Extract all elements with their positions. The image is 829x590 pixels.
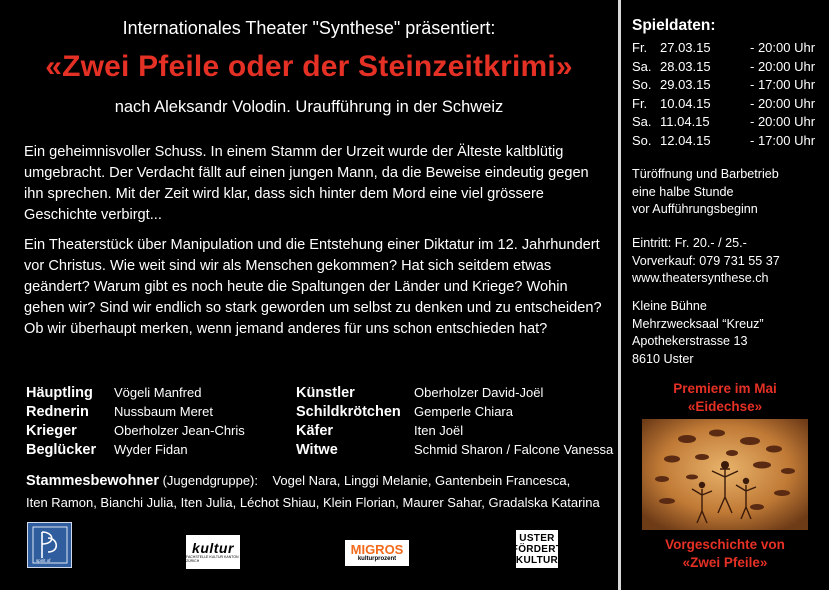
- schedule-row: [632, 132, 815, 151]
- cast-actor: Gemperle Chiara: [414, 404, 513, 419]
- doors-line: eine halbe Stunde: [632, 184, 734, 199]
- cast-role: Witwe: [296, 442, 338, 458]
- tribe-members: [26, 470, 616, 513]
- schedule-date: 12.04.15: [660, 132, 711, 148]
- tribe-members-line2: Iten Ramon, Bianchi Julia, Iten Julia, Léchot Shiau, Klein Florian, Maurer Sahar, Gradalska Katarina: [26, 495, 600, 510]
- cast-actor: Oberholzer Jean-Chris: [114, 423, 245, 438]
- schedule-time: - 20:00 Uhr: [750, 58, 816, 74]
- tribe-members-line1: Vogel Nara, Linggi Melanie, Gantenbein Francesca,: [272, 473, 571, 488]
- prequel-title: «Zwei Pfeile»: [682, 555, 768, 570]
- schedule-time: - 17:00 Uhr: [750, 132, 816, 148]
- kultur-zuerich-logo: [186, 535, 240, 569]
- schedule-date: 28.03.15: [660, 58, 711, 74]
- schedule-row: [632, 113, 815, 132]
- prequel-line: Vorgeschichte von: [665, 537, 785, 552]
- play-title: «Zwei Pfeile oder der Steinzeitkrimi»: [45, 50, 573, 83]
- cast-row: [26, 440, 245, 459]
- uster-logo-line: FÖRDERT: [511, 543, 563, 555]
- play-subtitle: nach Aleksandr Volodin. Uraufführung in der Schweiz: [114, 98, 504, 116]
- venue-line: Mehrzwecksaal “Kreuz”: [632, 316, 764, 331]
- theme-paragraph: Ein Theaterstück über Manipulation und die Entstehung einer Diktatur im 12. Jahrhundert vor Christus. Wie weit sind wir als Menschen gekommen? Hat sich seitdem etwas geändert? Warum gibt es noch heute die Spaltungen der Länder und Kriege? Wohin gehen wir? Sind wir endlich so stark geworden um selbst zu denken und zu entscheiden? Ob wir überhaupt merken, wenn jemand anderes für uns schon entschieden hat?: [24, 237, 602, 337]
- cast-row: [296, 383, 613, 402]
- cast-row: [296, 421, 613, 440]
- cast-actor: Oberholzer David-Joël: [414, 385, 544, 400]
- schedule-date: 27.03.15: [660, 40, 711, 55]
- doors-info: [632, 166, 779, 219]
- uster-foerdert-kultur-logo: [511, 530, 563, 568]
- schedule-date: 11.04.15: [660, 114, 710, 129]
- doors-line: Türöffnung und Barbetrieb: [632, 167, 779, 181]
- kultur-logo-subtext: FACHSTELLE KULTUR KANTON ZÜRICH: [186, 555, 239, 563]
- doors-line: vor Aufführungsbeginn: [632, 202, 758, 216]
- cast-role: Rednerin: [26, 404, 89, 420]
- schedule-weekday: Sa.: [632, 58, 652, 74]
- uster-logo-line: KULTUR: [515, 554, 559, 566]
- venue-address: [632, 298, 764, 368]
- schedule-time: - 20:00 Uhr: [750, 40, 816, 55]
- cast-actor: Schmid Sharon / Falcone Vanessa: [414, 442, 614, 457]
- cave-painting-image: [642, 419, 808, 530]
- schedule-weekday: So.: [632, 132, 652, 148]
- cast-actor: Wyder Fidan: [114, 442, 188, 457]
- cast-row: [296, 440, 613, 459]
- sidebar-panel: [621, 0, 829, 590]
- schedule-row: [632, 95, 815, 114]
- cast-row: [26, 383, 245, 402]
- premiere-title: «Eidechse»: [687, 399, 763, 414]
- ticket-info: [632, 235, 780, 288]
- migros-kulturprozent-logo: [345, 540, 409, 566]
- cast-row: [26, 421, 245, 440]
- schedule-weekday: Sa.: [632, 114, 652, 129]
- spirit-of-icon: [30, 524, 70, 566]
- cast-role: Häuptling: [26, 385, 93, 401]
- cast-role: Krieger: [26, 423, 77, 439]
- presale-phone: Vorverkauf: 079 731 55 37: [632, 253, 780, 268]
- schedule-weekday: Fr.: [632, 40, 648, 55]
- migros-logo-text: MIGROS: [350, 542, 404, 557]
- venue-line: Apothekerstrasse 13: [632, 334, 748, 348]
- schedule-date: 10.04.15: [660, 95, 711, 111]
- schedule-row: [632, 58, 815, 77]
- schedule-time: - 20:00 Uhr: [750, 114, 816, 129]
- venue-line: 8610 Uster: [632, 351, 694, 366]
- uster-logo-line: USTER: [519, 532, 555, 544]
- premiere-note: [621, 380, 829, 416]
- schedule-list: [632, 39, 815, 150]
- kultur-logo-text: kultur: [192, 540, 234, 556]
- spirit-of-logo: [27, 522, 72, 568]
- cast-actor: Vögeli Manfred: [114, 385, 202, 400]
- schedule-time: - 20:00 Uhr: [750, 95, 816, 111]
- cast-role: Künstler: [296, 385, 355, 401]
- schedule-weekday: So.: [632, 77, 652, 92]
- schedule-date: 29.03.15: [660, 77, 711, 92]
- schedule-title: Spieldaten:: [632, 17, 716, 34]
- spirit-of-text: spirit of: [35, 558, 51, 563]
- cast-role: Schildkrötchen: [296, 404, 401, 420]
- website: www.theatersynthese.ch: [632, 271, 769, 285]
- migros-logo-subtext: kulturprozent: [357, 556, 397, 562]
- schedule-weekday: Fr.: [632, 95, 648, 111]
- tribe-group: (Jugendgruppe):: [162, 473, 258, 488]
- cast-actor: Iten Joël: [414, 423, 464, 438]
- premiere-line: Premiere im Mai: [673, 381, 777, 396]
- cast-role: Käfer: [296, 423, 334, 439]
- cast-row: [26, 402, 245, 421]
- tribe-label: Stammesbewohner: [26, 473, 159, 489]
- cast-role: Beglücker: [26, 442, 97, 458]
- prequel-note: [621, 536, 829, 572]
- cave-painting-illustration: [642, 419, 808, 530]
- cast-row: [296, 402, 613, 421]
- cast-actor: Nussbaum Meret: [114, 404, 213, 419]
- cast-list-right: [296, 383, 613, 459]
- ticket-price: Eintritt: Fr. 20.- / 25.-: [632, 236, 747, 250]
- schedule-row: [632, 76, 815, 95]
- schedule-time: - 17:00 Uhr: [750, 77, 816, 92]
- venue-line: Kleine Bühne: [632, 299, 707, 313]
- schedule-row: [632, 39, 815, 58]
- synopsis-paragraph: Ein geheimnisvoller Schuss. In einem Stamm der Urzeit wurde der Älteste kaltblütig umgebracht. Der Verdacht fällt auf einen jungen Mann, da die Beweise eindeutig gegen ihn sprechen. Mit der Zeit wird klar, dass sich hinter dem Mord eine viel grössere Geschichte verbirgt...: [24, 144, 589, 223]
- presenter-line: Internationales Theater "Synthese" präsentiert:: [122, 18, 496, 38]
- cast-list-left: [26, 383, 245, 459]
